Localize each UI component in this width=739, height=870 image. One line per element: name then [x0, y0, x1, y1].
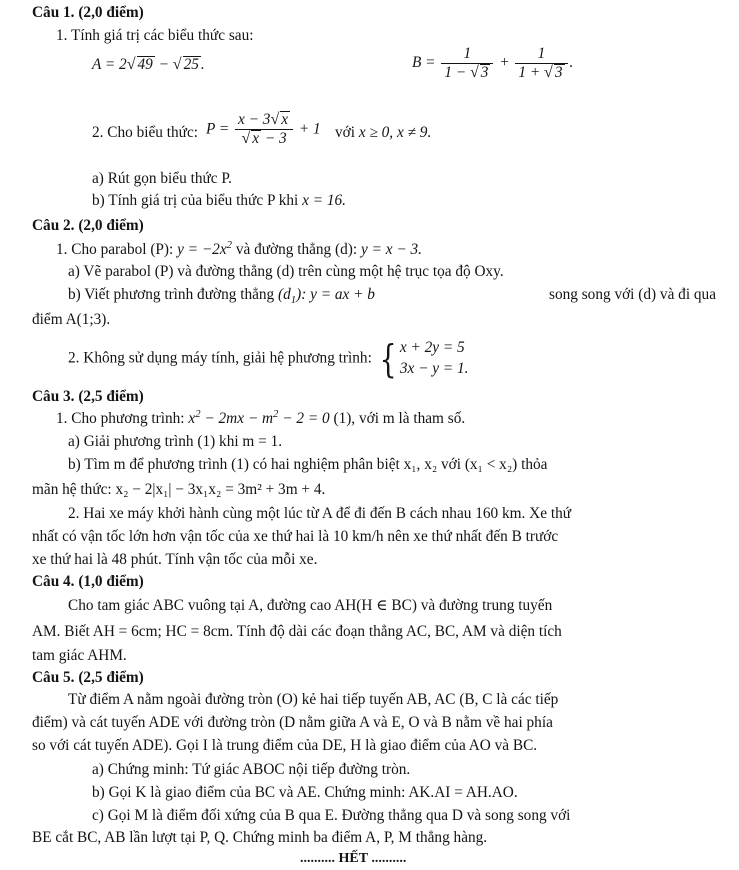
q1-a: a) Rút gọn biểu thức P. — [92, 170, 233, 187]
q4-line2: AM. Biết AH = 6cm; HC = 8cm. Tính độ dài các đoạn thẳng AC, BC, AM và diện tích — [32, 623, 562, 640]
q5-b: b) Gọi K là giao điểm của BC và AE. Chứng minh: AK.AI = AH.AO. — [92, 784, 518, 801]
q5-line2: điểm) và cát tuyến ADE với đường tròn (D nằm giữa A và E, O và B nằm về hai phía — [32, 714, 553, 731]
q1-title: Câu 1. (2,0 điểm) — [32, 4, 144, 21]
q1-expr-b: B = $\frac{1}{1 - √ 3}$ + $\frac{1}{1 + √ 3}$ . — [412, 45, 574, 81]
q5-c-line2: BE cắt BC, AB lần lượt tại P, Q. Chứng minh ba điểm A, P, M thẳng hàng. — [32, 829, 488, 846]
footer-end: .......... HẾT .......... — [300, 851, 407, 866]
q2-a: a) Vẽ parabol (P) và đường thẳng (d) trên cùng một hệ trục tọa độ Oxy. — [68, 263, 504, 280]
q2-part1: 1. Cho parabol (P): $y = -2x^2$ và đường thẳng (d): y = x − 3. — [56, 238, 422, 258]
q1-part2-cond: với x ≥ 0, x ≠ 9. — [335, 124, 432, 141]
q3-part2-line3: xe thứ hai là 48 phút. Tính vận tốc của mỗi xe. — [32, 551, 318, 568]
q1-expr-a: A = 2√ 49 − √ 25 . — [92, 56, 205, 73]
q2-b-line2: điểm A(1;3). — [32, 311, 111, 328]
q5-line1: Từ điểm A nằm ngoài đường tròn (O) kẻ hai tiếp tuyến AB, AC (B, C là các tiếp — [68, 691, 559, 708]
q4-line3: tam giác AHM. — [32, 647, 127, 664]
q3-b-line1: b) Tìm m để phương trình (1) có hai nghiệm phân biệt x₁, x₂ với (x₁ < x₂) thỏa — [68, 456, 548, 473]
q5-a: a) Chứng minh: Tứ giác ABOC nội tiếp đường tròn. — [92, 761, 411, 778]
q4-line1: Cho tam giác ABC vuông tại A, đường cao AH(H ∈ BC) và đường trung tuyến — [68, 597, 553, 614]
q2-part2: 2. Không sử dụng máy tính, giải hệ phương trình: { x + 2y = 5 3x − y = 1. — [68, 336, 469, 381]
q1-part1-intro: 1. Tính giá trị các biểu thức sau: — [56, 27, 254, 44]
q3-a: a) Giải phương trình (1) khi m = 1. — [68, 433, 283, 450]
q5-title: Câu 5. (2,5 điểm) — [32, 669, 144, 686]
q3-part2-line2: nhất có vận tốc lớn hơn vận tốc của xe thứ hai là 10 km/h nên xe thứ nhất đến B trước — [32, 528, 559, 545]
q2-b-line1: b) Viết phương trình đường thẳng $(d_1)$: y = ax + b song song với (d) và đi qua — [68, 286, 716, 307]
q4-title: Câu 4. (1,0 điểm) — [32, 573, 144, 590]
q5-line3: so với cát tuyến ADE). Gọi I là trung điểm của DE, H là giao điểm của AO và BC. — [32, 737, 538, 754]
q1-part2-intro: 2. Cho biểu thức: — [92, 124, 199, 141]
q1-b: b) Tính giá trị của biểu thức P khi x = 16. — [92, 192, 346, 209]
q3-title: Câu 3. (2,5 điểm) — [32, 388, 144, 405]
q3-part2-line1: 2. Hai xe máy khởi hành cùng một lúc từ A để đi đến B cách nhau 160 km. Xe thứ — [68, 505, 572, 522]
q3-b-line2: mãn hệ thức: x₂ − 2|x₁| − 3x₁x₂ = 3m² + 3m + 4. — [32, 481, 326, 498]
q3-part1: 1. Cho phương trình: $x^2 - 2mx - m^2 - 2 = 0$ (1), với m là tham số. — [56, 407, 466, 427]
q5-c-line1: c) Gọi M là điểm đối xứng của B qua E. Đường thẳng qua D và song song với — [92, 807, 571, 824]
q1-expr-p: P = $\frac{x - 3√ x}{√ x - 3}$ + 1 — [206, 111, 321, 148]
q2-title: Câu 2. (2,0 điểm) — [32, 217, 144, 234]
